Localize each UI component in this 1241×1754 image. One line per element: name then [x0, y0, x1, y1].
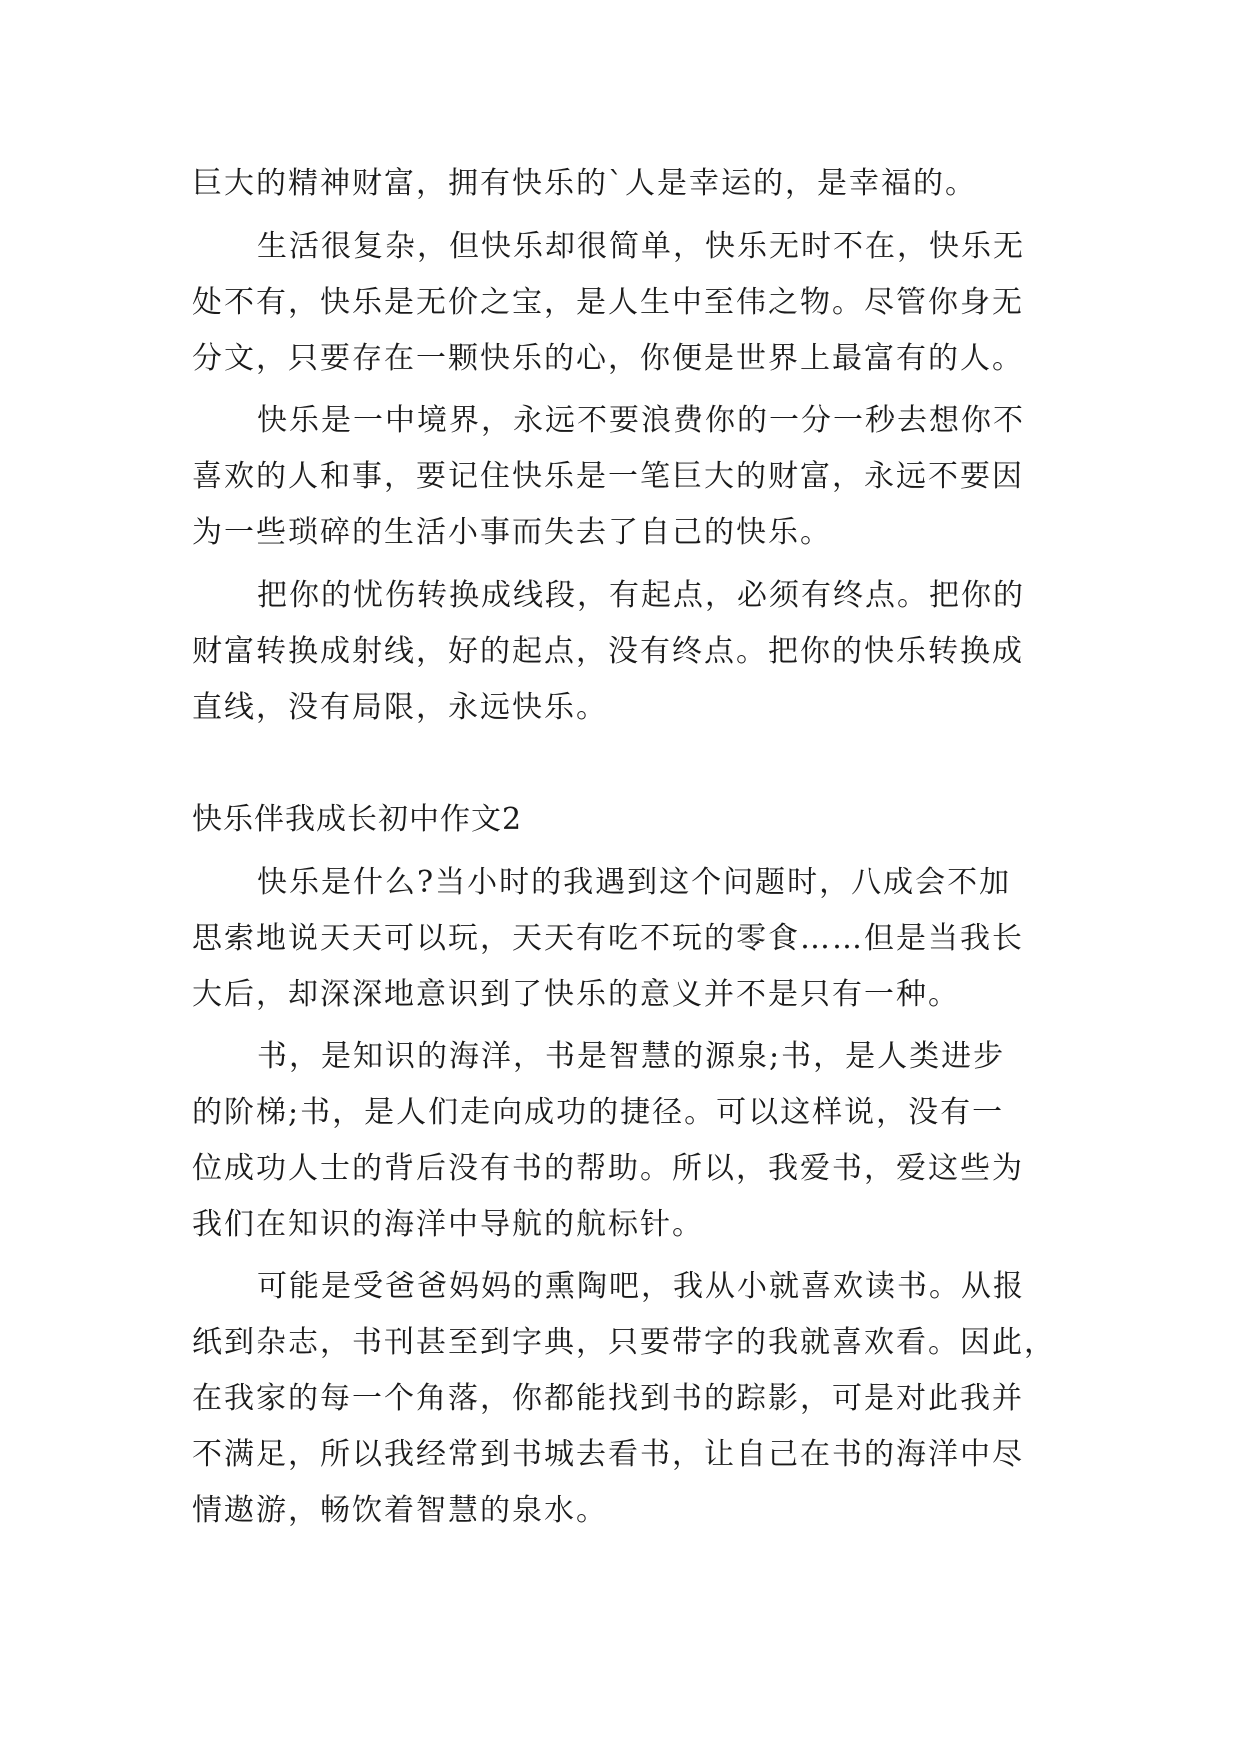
text-line: 直线，没有局限，永远快乐。 [192, 690, 608, 725]
text-line: 位成功人士的背后没有书的帮助。所以，我爱书，爱这些为 [192, 1151, 1024, 1186]
paragraph-first-line: 书，是知识的海洋，书是智慧的源泉;书，是人类进步 [257, 1039, 1006, 1074]
text-line: 在我家的每一个角落，你都能找到书的踪影，可是对此我并 [192, 1381, 1024, 1416]
text-line: 巨大的精神财富，拥有快乐的`人是幸运的，是幸福的。 [192, 166, 977, 201]
text-line: 分文，只要存在一颗快乐的心，你便是世界上最富有的人。 [192, 341, 1024, 376]
text-line: 我们在知识的海洋中导航的航标针。 [192, 1207, 704, 1242]
text-line: 财富转换成射线，好的起点，没有终点。把你的快乐转换成 [192, 634, 1024, 669]
text-line: 情遨游，畅饮着智慧的泉水。 [192, 1493, 608, 1528]
paragraph-first-line: 把你的忧伤转换成线段，有起点，必须有终点。把你的 [257, 578, 1025, 613]
section-heading: 快乐伴我成长初中作文2 [192, 802, 523, 837]
text-line: 的阶梯;书，是人们走向成功的捷径。可以这样说，没有一 [192, 1095, 1005, 1130]
text-line: 为一些琐碎的生活小事而失去了自己的快乐。 [192, 515, 832, 550]
paragraph-first-line: 可能是受爸爸妈妈的熏陶吧，我从小就喜欢读书。从报 [257, 1269, 1025, 1304]
paragraph-first-line: 生活很复杂，但快乐却很简单，快乐无时不在，快乐无 [257, 229, 1025, 264]
text-line: 思索地说天天可以玩，天天有吃不玩的零食……但是当我长 [192, 921, 1024, 956]
paragraph-first-line: 快乐是一中境界，永远不要浪费你的一分一秒去想你不 [257, 403, 1025, 438]
text-line: 大后，却深深地意识到了快乐的意义并不是只有一种。 [192, 977, 960, 1012]
text-line: 处不有，快乐是无价之宝，是人生中至伟之物。尽管你身无 [192, 285, 1024, 320]
text-line: 喜欢的人和事，要记住快乐是一笔巨大的财富，永远不要因 [192, 459, 1024, 494]
text-line: 纸到杂志，书刊甚至到字典，只要带字的我就喜欢看。因此， [192, 1325, 1056, 1360]
paragraph-first-line: 快乐是什么?当小时的我遇到这个问题时，八成会不加 [257, 865, 1012, 900]
text-line: 不满足，所以我经常到书城去看书，让自己在书的海洋中尽 [192, 1437, 1024, 1472]
